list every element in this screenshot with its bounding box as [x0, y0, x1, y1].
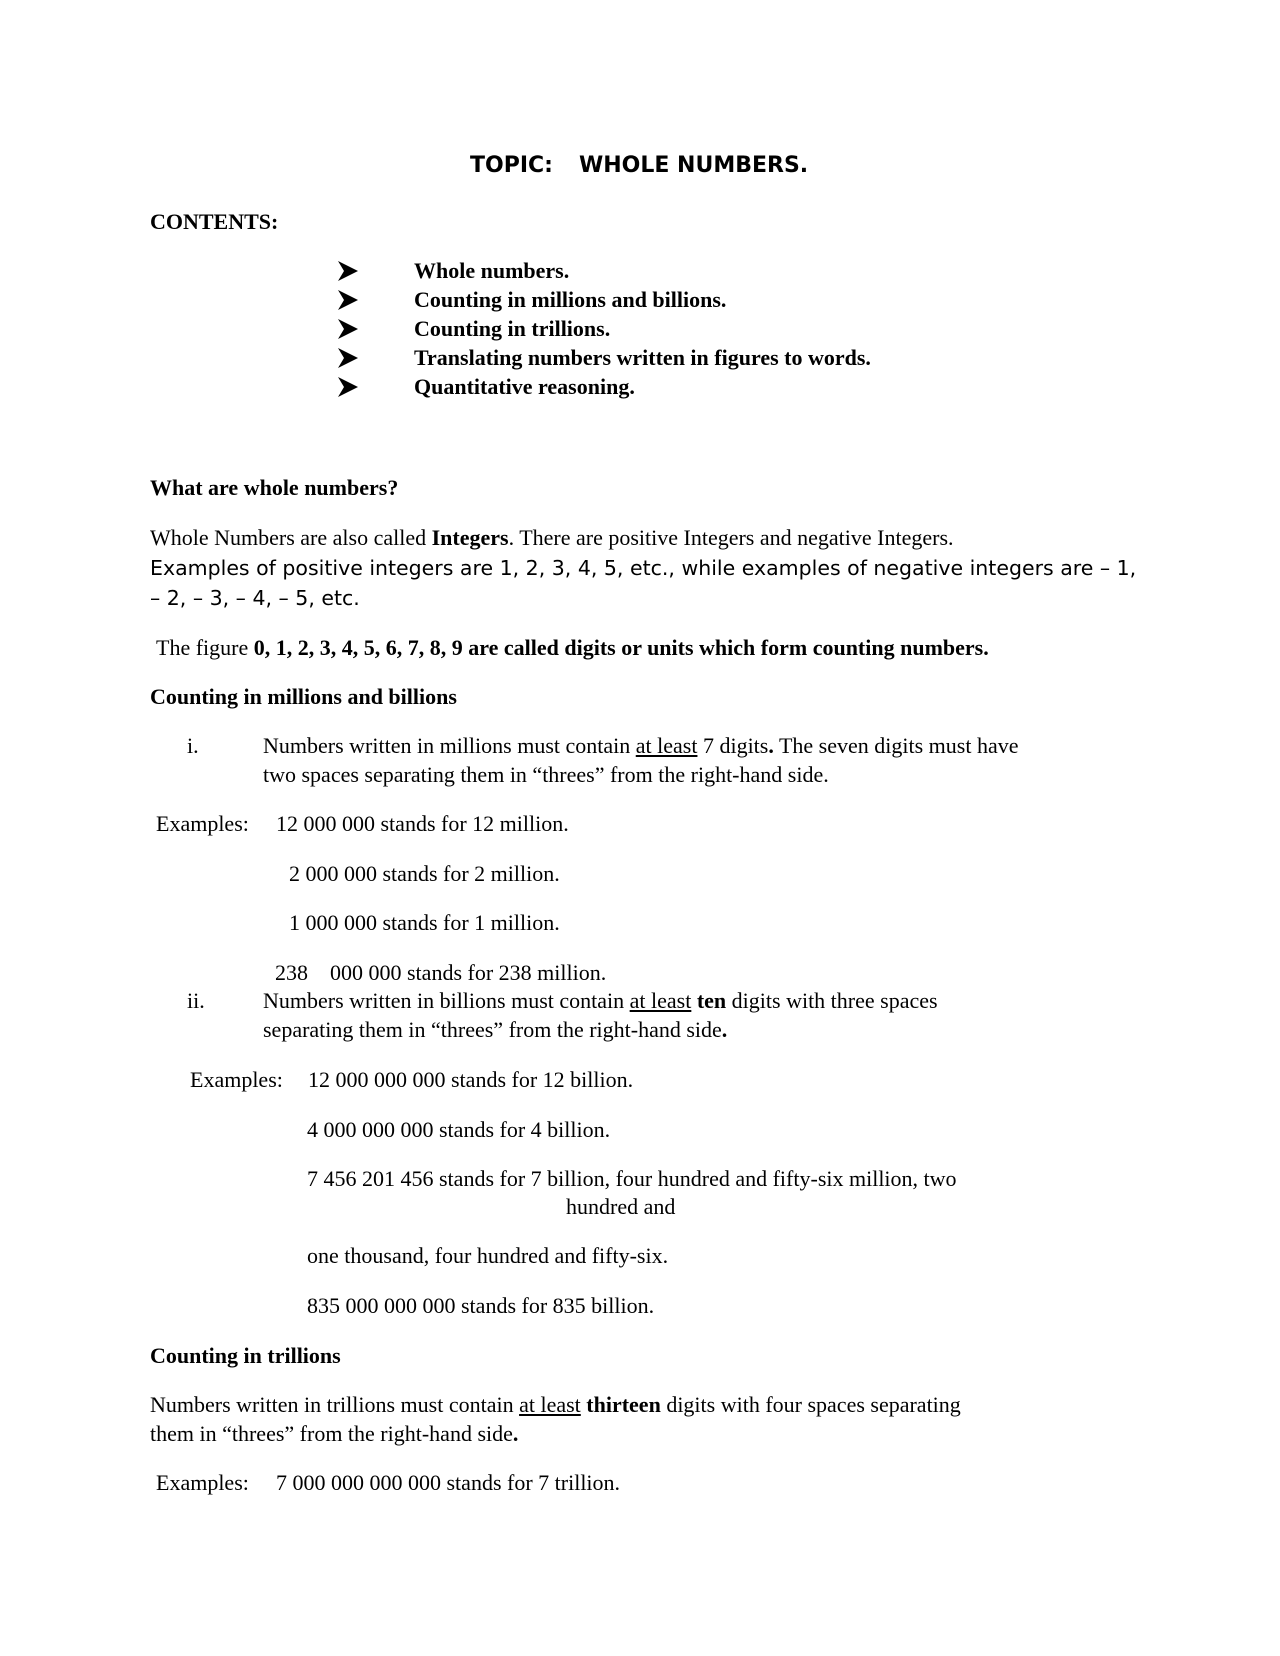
contents-item-quantitative: Quantitative reasoning.	[414, 374, 635, 399]
text-run: 238	[275, 960, 308, 985]
trillions-examples-label: Examples:	[156, 1470, 249, 1495]
millions-rule-line-1	[263, 733, 1018, 759]
title-subject: WHOLE NUMBERS.	[578, 153, 809, 178]
whole-numbers-paragraph-2-line-2: – 2, – 3, – 4, – 5, etc.	[150, 586, 360, 610]
contents-item-whole-numbers: Whole numbers.	[414, 258, 570, 283]
billions-examples-label: Examples:	[190, 1067, 283, 1092]
whole-numbers-heading: What are whole numbers?	[150, 475, 399, 500]
text-run: Whole Numbers are also called	[150, 525, 432, 550]
millions-rule-line-2: two spaces separating them in “threes” from the right-hand side.	[263, 762, 829, 787]
millions-example-2: 2 000 000 stands for 2 million.	[289, 861, 560, 886]
trillions-rule-line-1	[150, 1392, 961, 1418]
text-run: . There are positive Integers and negative Integers.	[508, 525, 954, 550]
digits-paragraph	[156, 635, 989, 661]
arrowhead-bullet-icon	[337, 318, 359, 340]
arrowhead-bullet-icon	[337, 376, 359, 398]
at-least-underlined: at least	[519, 1392, 581, 1417]
text-run: The figure	[156, 635, 254, 660]
text-run: .	[768, 733, 774, 758]
billions-rule-line-2	[263, 1017, 727, 1043]
whole-numbers-paragraph-2-line-1: Examples of positive integers are 1, 2, 3, 4, 5, etc., while examples of negative integers are – 1,	[150, 556, 1137, 580]
trillions-example-1: 7 000 000 000 000 stands for 7 trillion.	[276, 1470, 621, 1495]
billions-example-2: 4 000 000 000 stands for 4 billion.	[307, 1117, 611, 1142]
millions-examples-label: Examples:	[156, 811, 249, 836]
arrowhead-bullet-icon	[337, 289, 359, 311]
text-run: them in “threes” from the right-hand side	[150, 1421, 513, 1446]
trillions-heading: Counting in trillions	[150, 1343, 341, 1368]
contents-item-translating: Translating numbers written in figures to words.	[414, 345, 871, 370]
ten-term: ten	[696, 988, 727, 1013]
page-title	[470, 153, 808, 178]
contents-heading: CONTENTS:	[150, 209, 279, 234]
text-run: digits with four spaces separating	[660, 1392, 961, 1417]
billions-example-4: 835 000 000 000 stands for 835 billion.	[307, 1293, 655, 1318]
billions-rule-line-1	[263, 988, 938, 1014]
billions-example-3-line-1: 7 456 201 456 stands for 7 billion, four hundred and fifty-six million, two	[307, 1166, 957, 1191]
billions-example-1: 12 000 000 000 stands for 12 billion.	[308, 1067, 634, 1092]
arrowhead-bullet-icon	[337, 260, 359, 282]
millions-example-1: 12 000 000 stands for 12 million.	[276, 811, 569, 836]
digits-definition: 0, 1, 2, 3, 4, 5, 6, 7, 8, 9 are called digits or units which form counting numbers.	[253, 635, 989, 660]
at-least-underlined: at least	[635, 733, 698, 758]
text-run: separating them in “threes” from the right-hand side	[263, 1017, 722, 1042]
text-run: .	[512, 1421, 519, 1446]
millions-example-3: 1 000 000 stands for 1 million.	[289, 910, 560, 935]
billions-example-3-line-3: one thousand, four hundred and fifty-six.	[307, 1243, 669, 1268]
text-run: Numbers written in billions must contain	[263, 988, 630, 1013]
millions-billions-heading: Counting in millions and billions	[150, 684, 457, 709]
billions-example-3-line-2: hundred and	[566, 1194, 676, 1219]
contents-item-trillions: Counting in trillions.	[414, 316, 611, 341]
text-run: 000 000 stands for 238 million.	[330, 960, 607, 985]
text-run: Numbers written in trillions must contain	[150, 1392, 520, 1417]
text-run: .	[721, 1017, 728, 1042]
millions-example-4	[275, 960, 606, 986]
contents-item-millions-billions: Counting in millions and billions.	[414, 287, 727, 312]
thirteen-term: thirteen	[586, 1392, 661, 1417]
list-marker-i: i.	[187, 733, 199, 758]
title-label: TOPIC:	[470, 153, 553, 178]
trillions-rule-line-2	[150, 1421, 518, 1447]
whole-numbers-paragraph-1	[150, 525, 954, 551]
arrowhead-bullet-icon	[337, 347, 359, 369]
list-marker-ii: ii.	[187, 988, 205, 1013]
text-run: digits with three spaces	[726, 988, 938, 1013]
integers-term: Integers	[431, 525, 509, 550]
text-run: 7 digits	[697, 733, 769, 758]
text-run: Numbers written in millions must contain	[263, 733, 636, 758]
text-run: The seven digits must have	[773, 733, 1019, 758]
at-least-underlined: at least	[629, 988, 692, 1013]
